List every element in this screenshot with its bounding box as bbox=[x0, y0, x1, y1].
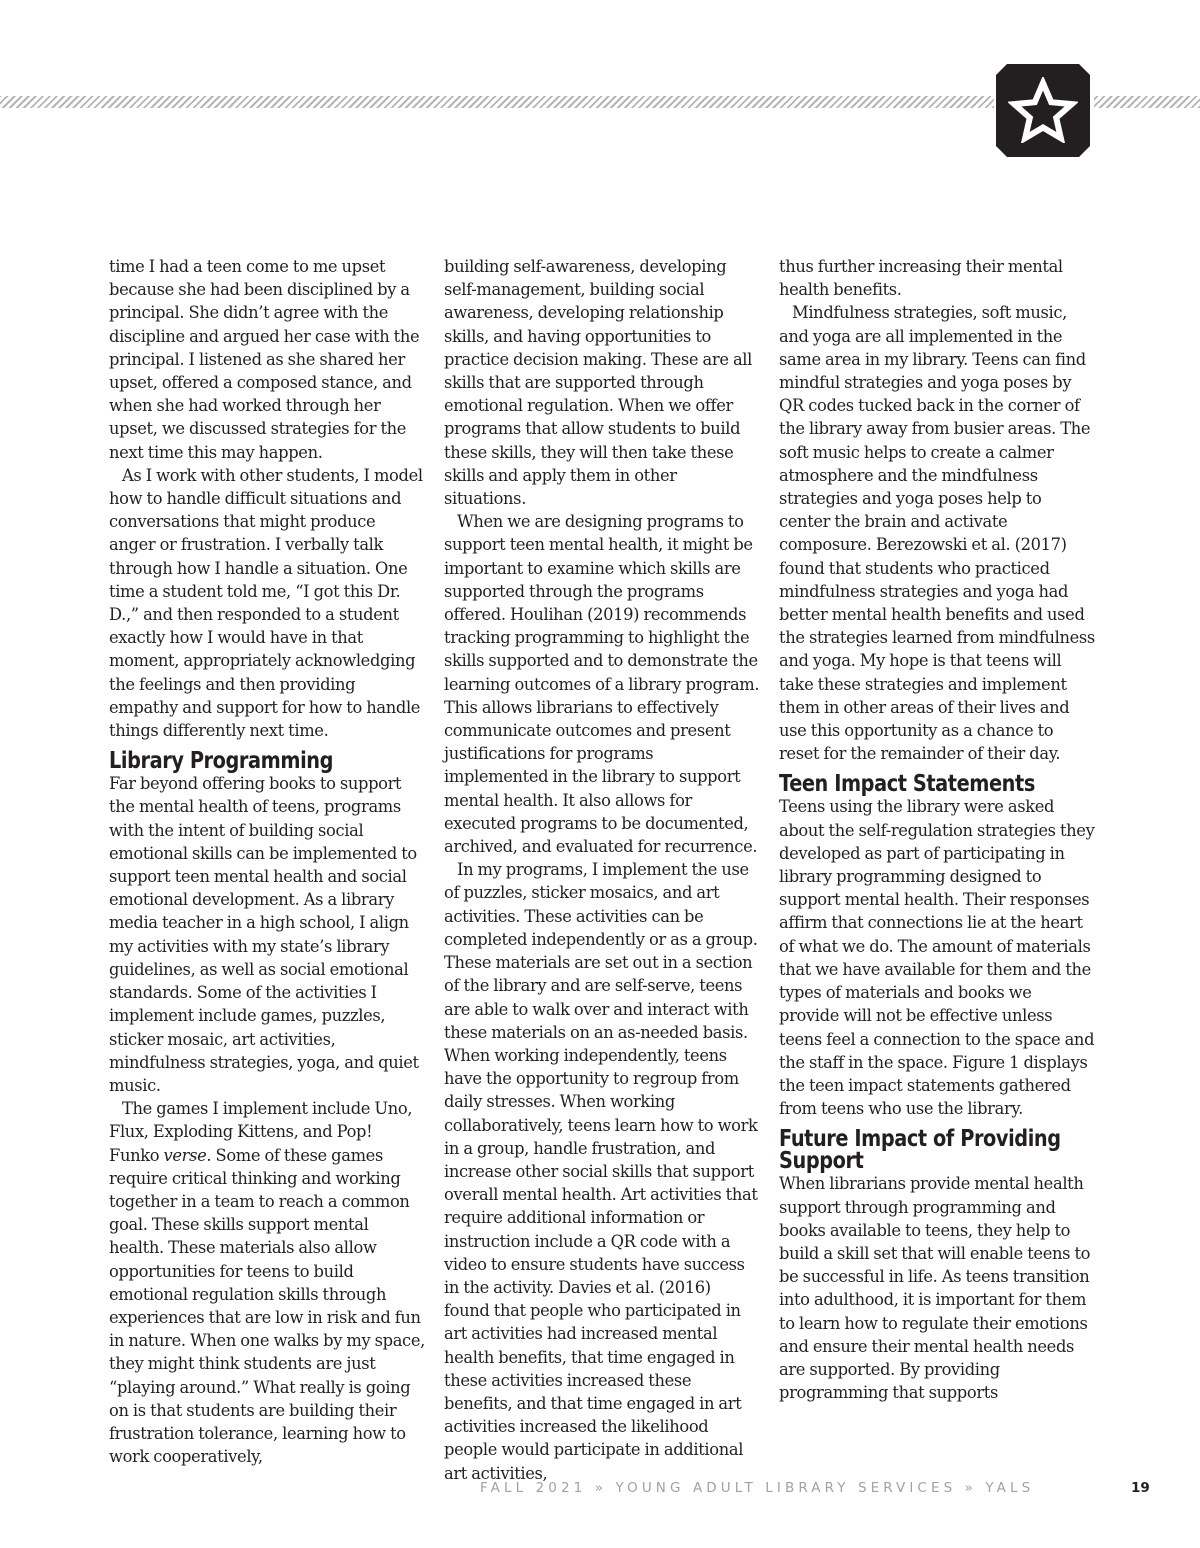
column-2 bbox=[444, 255, 760, 1485]
paragraph: When librarians provide mental health support through programming and books available to teens, they help to build a skill set that will enable teens to be successful in life. As teens transition into adulthood, it is important for them to learn how to regulate their emotions and ensure their mental health needs are supported. By providing programming that supports bbox=[779, 1174, 1091, 1403]
section-badge bbox=[996, 64, 1090, 157]
paragraph: When we are designing programs to support teen mental health, it might be important to examine which skills are supported through the programs offered. Houlihan (2019) recommends tracking programming to highlight the skills supported and to demonstrate the learning outcomes of a library program. This allows librarians to effectively communicate outcomes and present justifications for programs implemented in the library to support mental health. It also allows for executed programs to be documented, archived, and evaluated for recurrence. bbox=[444, 512, 760, 857]
section-heading-teen-impact: Teen Impact Statements bbox=[779, 771, 1035, 798]
column-1 bbox=[109, 255, 425, 1468]
column-3 bbox=[779, 255, 1095, 1404]
page-number: 19 bbox=[1131, 1480, 1150, 1496]
paragraph: Mindfulness strategies, soft music, and yoga are all implemented in the same area in my library. Teens can find mindful strategies and yoga poses by QR codes tucked back in the corner of the library away from busier areas. The soft music helps to create a calmer atmosphere and the mindfulness strategies and yoga poses help to center the brain and activate composure. Berezowski et al. (2017) found that students who practiced mindfulness strategies and yoga had better mental health benefits and used the strategies learned from mindfulness and yoga. My hope is that teens will take these strategies and implement them in other areas of their lives and use this opportunity as a chance to reset for the remainder of their day. bbox=[779, 303, 1095, 764]
section-heading-future-impact: Future Impact of Providing Support bbox=[779, 1126, 1061, 1175]
italic-text: verse bbox=[163, 1145, 207, 1165]
section-heading-library-programming: Library Programming bbox=[109, 748, 334, 775]
text-run: . Some of these games require critical thinking and working together in a team to reach a common goal. These skills support mental health. These materials also allow opportunities for teens to build emotional regulation skills through experiences that are low in risk and fun in nature. When one walks by my space, they might think students are just “playing around.” What really is going on is that students are building their frustration tolerance, learning how to work cooperatively, bbox=[109, 1145, 425, 1467]
running-footer: FALL 2021 » YOUNG ADULT LIBRARY SERVICES » YALS bbox=[480, 1480, 1035, 1496]
paragraph: In my programs, I implement the use of puzzles, sticker mosaics, and art activities. These activities can be completed independently or as a group. These materials are set out in a section of the library and are self-serve, teens are able to walk over and interact with these materials on an as-needed basis. When working independently, teens have the opportunity to regroup from daily stresses. When working collaboratively, teens learn how to work in a group, handle frustration, and increase other social skills that support overall mental health. Art activities that require additional information or instruction include a QR code with a video to ensure students have success in the activity. Davies et al. (2016) found that people who participated in art activities had increased mental health benefits, that time engaged in these activities increased these benefits, and that time engaged in art activities increased the likelihood people would participate in additional art activities, bbox=[444, 860, 758, 1483]
paragraph: thus further increasing their mental health benefits. bbox=[779, 257, 1063, 300]
paragraph: building self-awareness, developing self-management, building social awareness, developing relationship skills, and having opportunities to practice decision making. These are all skills that are supported through emotional regulation. When we offer programs that allow students to build these skills, they will then take these skills and apply them in other situations. bbox=[444, 257, 753, 509]
header-rule-left bbox=[0, 96, 994, 108]
paragraph-games bbox=[109, 1097, 425, 1468]
text-run: The games I implement include Uno, Flux, Exploding Kittens, and Pop! Funko bbox=[109, 1099, 413, 1165]
paragraph: As I work with other students, I model how to handle difficult situations and conversations that might produce anger or frustration. I verbally talk through how I handle a situation. One time a student told me, “I got this Dr. D.,” and then responded to a student exactly how I would have in that moment, appropriately acknowledging the feelings and then providing empathy and support for how to handle things differently next time. bbox=[109, 465, 423, 741]
star-icon bbox=[1008, 77, 1078, 143]
paragraph: time I had a teen come to me upset because she had been disciplined by a principal. She didn’t agree with the discipline and argued her case with the principal. I listened as she shared her upset, offered a composed stance, and when she had worked through her upset, we discussed strategies for the next time this may happen. bbox=[109, 257, 420, 462]
paragraph: Teens using the library were asked about the self-regulation strategies they developed as part of participating in library programming designed to support mental health. Their responses affirm that connections lie at the heart of what we do. The amount of materials that we have available for them and the types of materials and books we provide will not be effective unless teens feel a connection to the space and the staff in the space. Figure 1 displays the teen impact statements gathered from teens who use the library. bbox=[779, 797, 1095, 1119]
paragraph: Far beyond offering books to support the mental health of teens, programs with the intent of building social emotional skills can be implemented to support teen mental health and social emotional development. As a library media teacher in a high school, I align my activities with my state’s library guidelines, as well as social emotional standards. Some of the activities I implement include games, puzzles, sticker mosaic, art activities, mindfulness strategies, yoga, and quiet music. bbox=[109, 774, 419, 1095]
header-rule-right bbox=[1094, 96, 1200, 108]
